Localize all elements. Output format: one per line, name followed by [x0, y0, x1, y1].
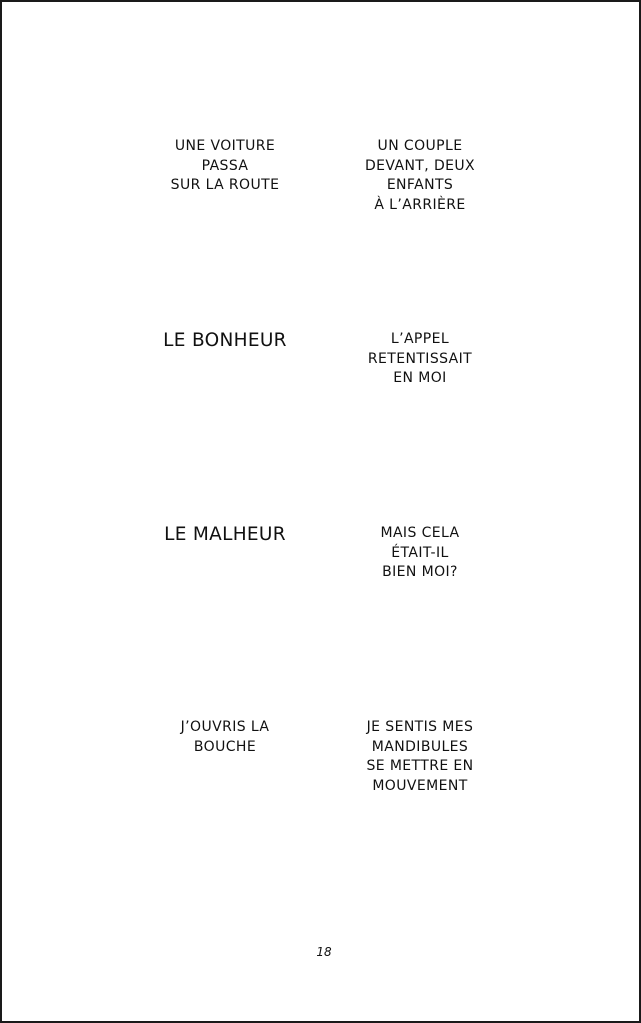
stanza-line: MANDIBULES [371, 738, 469, 755]
stanza-line: ÉTAIT-IL [391, 544, 449, 561]
stanza-left-1 [125, 137, 325, 196]
stanza-line: MAIS CELA [380, 525, 460, 541]
page-number: 18 [316, 945, 332, 959]
stanza-right-2 [320, 330, 520, 389]
stanza-line: JE SENTIS MES [366, 719, 474, 735]
stanza-heading: LE MALHEUR [164, 524, 286, 545]
stanza-left-4 [125, 718, 325, 757]
stanza-line: L’APPEL [390, 331, 450, 347]
stanza-line: BOUCHE [193, 738, 257, 755]
stanza-line: BIEN MOI? [382, 564, 458, 580]
stanza-left-2 [125, 330, 325, 352]
stanza-right-4 [320, 718, 520, 796]
stanza-line: PASSA [201, 157, 249, 174]
stanza-left-3 [125, 524, 325, 546]
stanza-line: MOUVEMENT [372, 777, 468, 794]
stanza-right-3 [320, 524, 520, 583]
stanza-line: À L’ARRIÈRE [374, 196, 466, 213]
stanza-line: J’OUVRIS LA [180, 719, 270, 735]
stanza-line: SE METTRE EN [366, 758, 474, 774]
stanza-line: ENFANTS [386, 177, 454, 193]
stanza-line: UN COUPLE [377, 138, 463, 154]
stanza-line: EN MOI [393, 370, 447, 386]
stanza-heading: LE BONHEUR [163, 330, 287, 351]
stanza-line: DEVANT, DEUX [364, 157, 476, 174]
stanza-line: RETENTISSAIT [367, 350, 473, 367]
stanza-line: SUR LA ROUTE [170, 177, 280, 193]
stanza-line: UNE VOITURE [174, 138, 276, 154]
stanza-right-1 [320, 137, 520, 215]
